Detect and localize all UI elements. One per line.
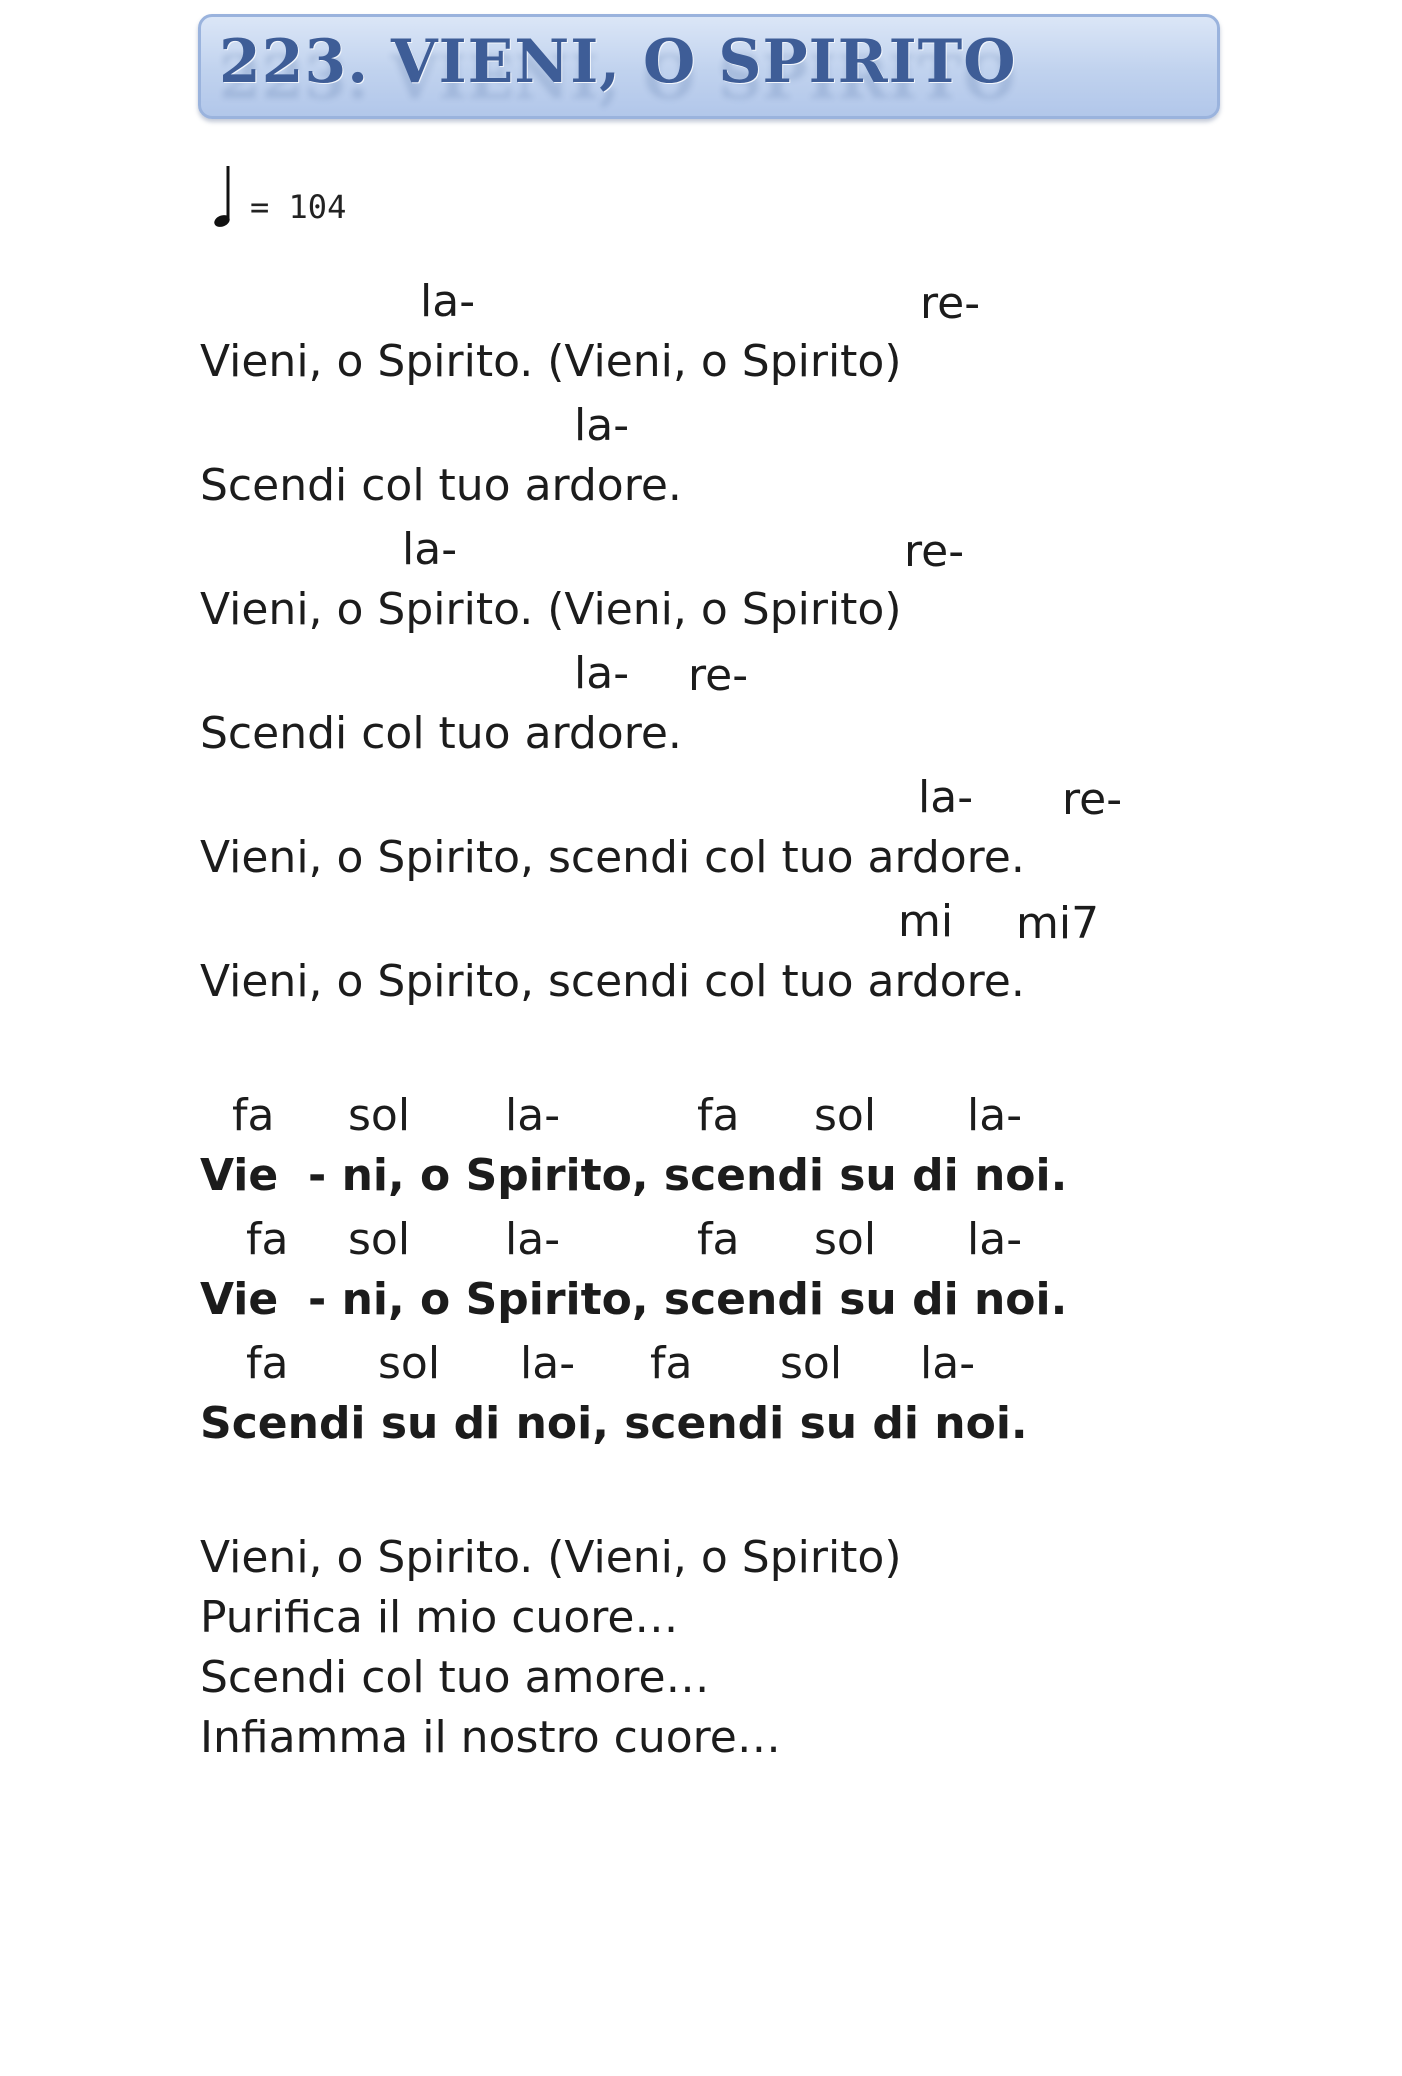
lyric-line: Scendi col tuo ardore.	[200, 460, 682, 511]
lyric-line-bold: Vie	[200, 1150, 279, 1201]
lyric-line: Vieni, o Spirito, scendi col tuo ardore.	[200, 832, 1025, 883]
title-banner	[198, 14, 1220, 119]
chord: la-	[574, 648, 630, 699]
chord: sol	[780, 1338, 843, 1389]
chord: fa	[246, 1214, 289, 1265]
lyric-line: Vieni, o Spirito. (Vieni, o Spirito)	[200, 336, 902, 387]
lyric-line: Vieni, o Spirito. (Vieni, o Spirito)	[200, 1532, 902, 1583]
quarter-note-icon	[212, 164, 240, 230]
chord: la-	[967, 1090, 1023, 1141]
lyric-line: Vieni, o Spirito, scendi col tuo ardore.	[200, 956, 1025, 1007]
lyric-line: Vieni, o Spirito. (Vieni, o Spirito)	[200, 584, 902, 635]
chord: mi	[898, 896, 954, 947]
page-title: 223. VIENI, O SPIRITO	[219, 27, 1017, 97]
chord: fa	[650, 1338, 693, 1389]
lyric-line: Infiamma il nostro cuore…	[200, 1712, 781, 1763]
lyric-line: Purifica il mio cuore…	[200, 1592, 679, 1643]
lyric-line: Scendi col tuo amore…	[200, 1652, 710, 1703]
chord: la-	[920, 1338, 976, 1389]
chord: re-	[688, 650, 749, 701]
chord: la-	[520, 1338, 576, 1389]
chord: la-	[402, 524, 458, 575]
chord: re-	[920, 278, 981, 329]
chord: sol	[814, 1214, 877, 1265]
chord: fa	[697, 1090, 740, 1141]
chord: la-	[505, 1214, 561, 1265]
lyric-line-bold: Scendi su di noi, scendi su di noi.	[200, 1398, 1028, 1449]
chord: fa	[232, 1090, 275, 1141]
chord: la-	[420, 276, 476, 327]
chord: la-	[574, 400, 630, 451]
chord: fa	[697, 1214, 740, 1265]
chord: re-	[904, 526, 965, 577]
lyric-line: Scendi col tuo ardore.	[200, 708, 682, 759]
chord: la-	[505, 1090, 561, 1141]
chord: sol	[348, 1214, 411, 1265]
chord: la-	[967, 1214, 1023, 1265]
chord: sol	[814, 1090, 877, 1141]
chord: mi7	[1016, 898, 1100, 949]
lyric-line-bold: Vie	[200, 1274, 279, 1325]
chord: fa	[246, 1338, 289, 1389]
lyric-line-bold: - ni, o Spirito, scendi su di noi.	[308, 1150, 1068, 1201]
lyric-line-bold: - ni, o Spirito, scendi su di noi.	[308, 1274, 1068, 1325]
tempo-value: = 104	[250, 188, 347, 226]
chord: sol	[348, 1090, 411, 1141]
chord: re-	[1062, 774, 1123, 825]
chord: sol	[378, 1338, 441, 1389]
chord: la-	[918, 772, 974, 823]
